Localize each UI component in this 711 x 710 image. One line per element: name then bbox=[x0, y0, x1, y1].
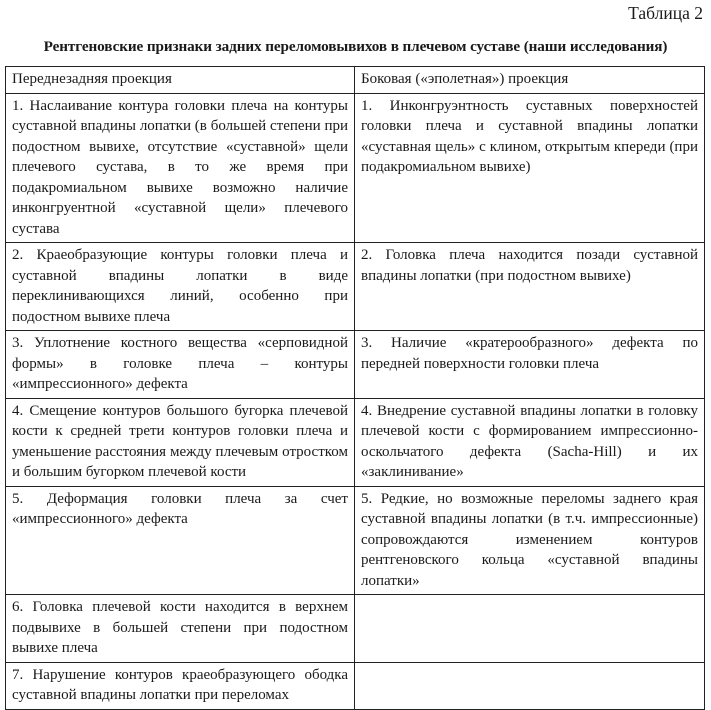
table-row bbox=[6, 398, 705, 486]
cell-ap: 5. Деформация головки плеча за счет «импрессионного» дефекта bbox=[6, 486, 355, 595]
header-ap-projection: Переднезадняя проекция bbox=[6, 67, 355, 94]
table-row bbox=[6, 595, 705, 663]
cell-ap: 3. Уплотнение костного вещества «серповидной формы» в головке плеча – контуры «импрессионного» дефекта bbox=[6, 331, 355, 399]
header-lateral-projection: Боковая («эполетная») проекция bbox=[355, 67, 705, 94]
cell-lateral: 1. Инконгруэнтность суставных поверхностей головки плеча и суставной впадины лопатки «суставная щель» с клином, открытым кпереди (при подакромиальном вывихе) bbox=[355, 93, 705, 243]
table-row bbox=[6, 662, 705, 709]
cell-lateral bbox=[355, 662, 705, 709]
cell-ap: 1. Наслаивание контура головки плеча на контуры суставной впадины лопатки (в большей степени при подостном вывихе, отсутствие «суставной» щели плечевого сустава, в то же время при подакромиальном вывихе возможно наличие инконгруентной «суставной щели» плечевого сустава bbox=[6, 93, 355, 243]
cell-ap: 7. Нарушение контуров краеобразующего ободка суставной впадины лопатки при переломах bbox=[6, 662, 355, 709]
table-row bbox=[6, 93, 705, 243]
cell-lateral bbox=[355, 595, 705, 663]
findings-table bbox=[5, 66, 705, 710]
cell-lateral: 3. Наличие «кратерообразного» дефекта по передней поверхности головки плеча bbox=[355, 331, 705, 399]
table-row bbox=[6, 486, 705, 595]
header-row bbox=[6, 67, 705, 94]
cell-lateral: 4. Внедрение суставной впадины лопатки в головку плечевой кости с формированием импрессионно-оскольчатого дефекта (Sacha-Hill) и их «заклинивание» bbox=[355, 398, 705, 486]
table-row bbox=[6, 243, 705, 331]
cell-ap: 2. Краеобразующие контуры головки плеча и суставной впадины лопатки в виде переклинивающихся линий, особенно при подостном вывихе плеча bbox=[6, 243, 355, 331]
table-row bbox=[6, 331, 705, 399]
table-title: Рентгеновские признаки задних переломовывихов в плечевом суставе (наши исследования) bbox=[43, 38, 668, 55]
cell-ap: 6. Головка плечевой кости находится в верхнем подвывихе в большей степени при подостном вывихе плеча bbox=[6, 595, 355, 663]
cell-ap: 4. Смещение контуров большого бугорка плечевой кости к средней трети контуров головки плеча и уменьшение расстояния между плечевым отростком и большим бугорком плечевой кости bbox=[6, 398, 355, 486]
cell-lateral: 5. Редкие, но возможные переломы заднего края суставной впадины лопатки (в т.ч. импрессионные) сопровождаются изменением контуров рентгеновского кольца «суставной впадины лопатки» bbox=[355, 486, 705, 595]
table-number: Таблица 2 bbox=[628, 3, 703, 23]
cell-lateral: 2. Головка плеча находится позади суставной впадины лопатки (при подостном вывихе) bbox=[355, 243, 705, 331]
